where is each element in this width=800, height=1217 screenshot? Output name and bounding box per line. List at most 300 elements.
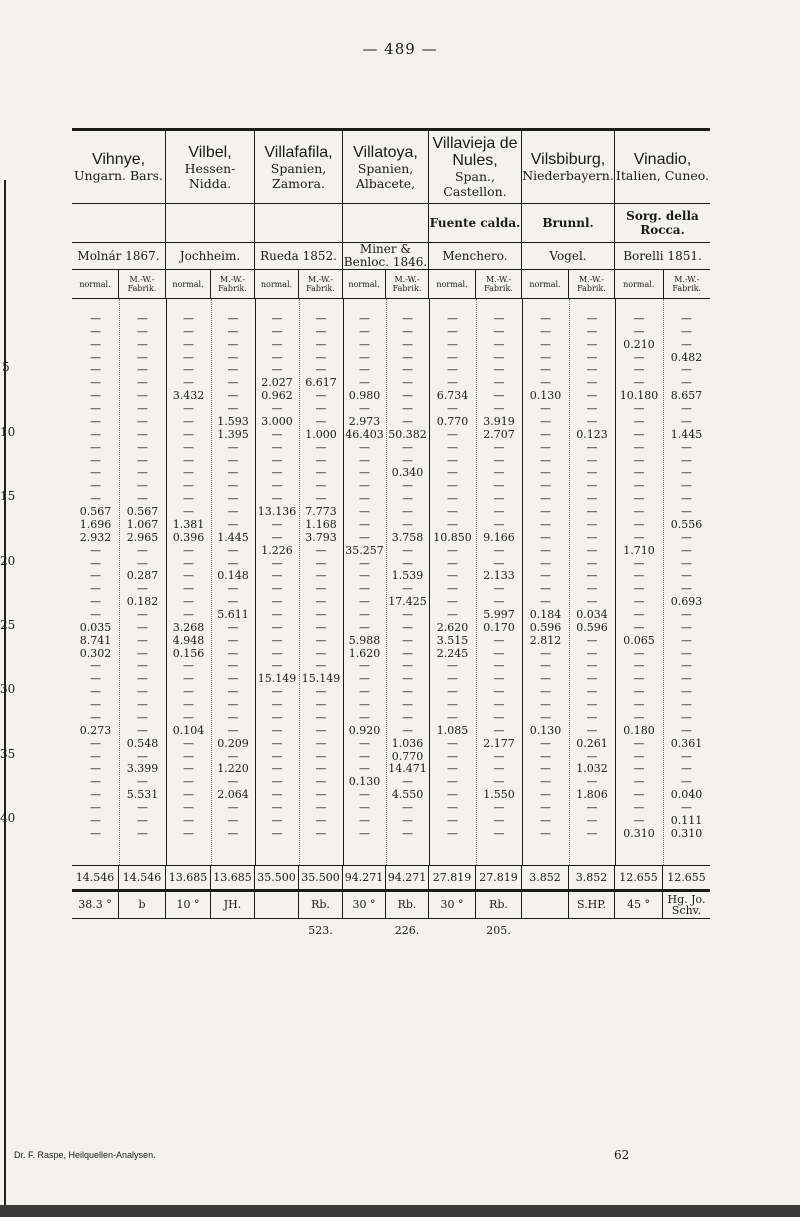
table-cell: — [271, 402, 283, 416]
place-name: Vilsbiburg, [530, 151, 606, 168]
table-cell: 4.948 [172, 633, 205, 647]
table-cell: — [540, 788, 551, 802]
table-cell: — [586, 698, 598, 712]
table-cell: — [633, 582, 645, 596]
table-cell: — [227, 801, 239, 815]
table-cell: — [315, 556, 327, 570]
table-cell: — [90, 736, 101, 750]
subcolumn-pair [429, 270, 522, 298]
table-cell: — [227, 826, 239, 840]
table-cell: — [633, 569, 645, 583]
table-cell: — [137, 723, 148, 737]
table-cell: 0.596 [529, 620, 562, 634]
table-cell: — [540, 440, 551, 454]
table-cell: — [540, 736, 551, 750]
table-cell: — [271, 620, 283, 634]
table-cell: — [586, 710, 598, 724]
table-cell: — [137, 479, 148, 493]
table-cell: — [183, 762, 194, 776]
temperature-cell: Rb. 523. [299, 892, 343, 918]
table-cell: — [402, 582, 413, 596]
table-row [72, 532, 710, 545]
table-cell: — [633, 466, 645, 480]
table-cell: — [271, 556, 283, 570]
table-cell: — [681, 710, 692, 724]
table-cell: 1.445 [670, 427, 703, 441]
table-cell: 0.209 [217, 736, 249, 750]
table-cell: — [402, 376, 413, 390]
table-cell: — [402, 608, 413, 621]
table-cell: — [586, 363, 598, 377]
table-cell: — [447, 479, 458, 493]
table-cell: — [227, 402, 239, 416]
table-cell: 0.980 [348, 389, 381, 403]
analyst-name: Borelli 1851. [623, 248, 702, 263]
table-cell: — [271, 710, 283, 724]
table-cell: — [90, 569, 101, 583]
table-cell: — [227, 556, 239, 570]
temperature-cell: Hg. Jo. Schv. [667, 893, 706, 917]
table-cell: — [681, 646, 692, 660]
table-row [72, 429, 710, 442]
table-cell: — [586, 556, 598, 570]
table-cell: — [447, 492, 458, 506]
table-cell: 2.177 [483, 736, 515, 750]
table-cell: — [315, 788, 327, 802]
table-cell: — [227, 479, 239, 493]
table-row [72, 596, 710, 609]
table-cell: — [271, 530, 283, 544]
table-cell: — [227, 389, 239, 403]
subcolumn-fabrik: M.-W.-Fabrik. [577, 275, 606, 293]
table-cell: — [137, 466, 148, 480]
table-cell: 1.593 [217, 414, 249, 428]
table-cell: — [183, 659, 194, 673]
table-cell: — [402, 389, 413, 403]
table-cell: — [493, 595, 505, 609]
table-cell: — [586, 337, 598, 351]
table-cell: — [447, 543, 458, 557]
table-cell: — [90, 801, 101, 815]
table-cell: 0.130 [529, 723, 562, 737]
table-cell: — [315, 414, 327, 428]
table-cell: 2.932 [79, 530, 112, 544]
table-cell: — [493, 633, 505, 647]
total-cell: 35.500 [299, 866, 343, 889]
table-cell: — [586, 389, 598, 403]
table-cell: — [315, 710, 327, 724]
table-cell: — [90, 749, 101, 763]
table-cell: — [183, 582, 194, 596]
table-cell: — [183, 324, 194, 338]
table-cell: — [183, 595, 194, 609]
table-cell: 0.567 [126, 505, 159, 519]
page-number: — 489 — [362, 40, 438, 58]
table-cell: — [633, 453, 645, 467]
table-row [72, 339, 710, 352]
subcolumn-normal: normal. [343, 270, 386, 298]
table-cell: — [271, 633, 283, 647]
table-cell: — [447, 517, 458, 531]
table-cell: — [271, 427, 283, 441]
line-number: 10 [0, 424, 16, 439]
table-cell: 1.085 [436, 723, 469, 737]
table-cell: 6.617 [305, 376, 337, 390]
table-cell: 2.965 [126, 530, 159, 544]
table-cell: — [227, 775, 239, 789]
total-cell: 14.546 [72, 866, 119, 889]
temperature-cell: 45 ° [615, 892, 663, 918]
subcolumn-fabrik: M.-W.-Fabrik. [218, 275, 247, 293]
table-cell: — [359, 324, 370, 338]
table-row [72, 403, 710, 416]
table-cell: — [633, 505, 645, 519]
table-cell: — [633, 646, 645, 660]
table-cell: — [271, 762, 283, 776]
table-cell: — [402, 646, 413, 660]
table-cell: — [90, 389, 101, 403]
table-cell: — [540, 517, 551, 531]
table-cell: — [271, 788, 283, 802]
table-cell: — [633, 556, 645, 570]
table-cell: — [271, 350, 283, 364]
place-region: Spanien, Albacete, [355, 160, 416, 191]
table-cell: — [633, 595, 645, 609]
table-cell: — [227, 376, 239, 390]
total-cell: 3.852 [522, 866, 569, 889]
table-cell: — [183, 479, 194, 493]
table-row [72, 558, 710, 571]
table-cell: — [183, 492, 194, 506]
table-cell: 1.445 [217, 530, 249, 544]
place-name: Vilbel, [188, 143, 232, 161]
table-cell: — [493, 710, 505, 724]
table-cell: — [402, 685, 413, 699]
table-cell: 1.067 [126, 517, 159, 531]
table-cell: — [315, 389, 327, 403]
table-cell: — [586, 826, 598, 840]
table-cell: — [315, 466, 327, 480]
table-cell: 5.531 [126, 788, 159, 802]
table-row [72, 712, 710, 725]
table-cell: — [227, 312, 239, 325]
table-cell: — [633, 749, 645, 763]
footer-sheet-number: 62 [614, 1148, 630, 1162]
table-cell: — [681, 672, 692, 686]
table-cell: — [183, 698, 194, 712]
table-cell: — [137, 749, 148, 763]
table-cell: — [633, 813, 645, 827]
table-cell: — [315, 324, 327, 338]
table-cell: — [586, 517, 598, 531]
table-cell: — [402, 543, 413, 557]
table-cell: — [586, 582, 598, 596]
table-cell: — [359, 826, 370, 840]
table-cell: 0.111 [670, 813, 703, 827]
table-cell: — [586, 453, 598, 467]
table-cell: 3.399 [126, 762, 159, 776]
table-cell: — [586, 775, 598, 789]
table-cell: — [271, 685, 283, 699]
table-cell: — [681, 608, 692, 621]
table-cell: — [315, 569, 327, 583]
table-cell: — [681, 582, 692, 596]
table-cell: — [586, 595, 598, 609]
table-cell: — [586, 414, 598, 428]
table-cell: — [493, 324, 505, 338]
table-cell: — [447, 324, 458, 338]
table-cell: 0.770 [391, 749, 424, 763]
table-cell: — [90, 324, 101, 338]
table-cell: — [540, 698, 551, 712]
table-cell: — [315, 582, 327, 596]
table-cell: — [540, 324, 551, 338]
table-cell: — [227, 595, 239, 609]
table-cell: — [359, 312, 370, 325]
table-cell: — [447, 453, 458, 467]
table-cell: 1.000 [305, 427, 337, 441]
place-header [166, 131, 255, 203]
source-name [72, 204, 166, 242]
table-cell: 15.149 [301, 672, 341, 686]
table-cell: — [540, 659, 551, 673]
table-cell: — [90, 698, 101, 712]
table-cell: — [447, 440, 458, 454]
table-cell: — [183, 826, 194, 840]
table-cell: — [681, 543, 692, 557]
place-region: Span., Castellon. [443, 169, 507, 199]
table-cell: — [359, 788, 370, 802]
table-cell: — [90, 672, 101, 686]
table-row [72, 455, 710, 468]
table-cell: 1.381 [172, 517, 205, 531]
table-cell: — [586, 659, 598, 673]
table-cell: — [315, 543, 327, 557]
table-cell: — [402, 402, 413, 416]
table-cell: — [90, 363, 101, 377]
table-cell: — [493, 453, 505, 467]
table-cell: 0.034 [576, 608, 608, 621]
table-cell: 0.180 [623, 723, 655, 737]
table-row [72, 789, 710, 802]
table-cell: — [402, 826, 413, 840]
table-cell: — [540, 363, 551, 377]
table-cell: 0.770 [436, 414, 469, 428]
table-cell: — [447, 376, 458, 390]
table-cell: 1.220 [217, 762, 249, 776]
table-cell: — [681, 775, 692, 789]
table-cell: — [137, 710, 148, 724]
table-cell: — [137, 646, 148, 660]
table-cell: 1.806 [576, 788, 608, 802]
total-cell: 13.685 [166, 866, 211, 889]
table-cell: — [137, 775, 148, 789]
table-cell: — [183, 414, 194, 428]
table-cell: — [633, 685, 645, 699]
analyst-name: Menchero. [429, 243, 522, 269]
table-cell: — [183, 710, 194, 724]
table-cell: — [586, 466, 598, 480]
analyst-name: Jochheim. [166, 243, 255, 269]
subcolumn-fabrik: M.-W.-Fabrik. [306, 275, 335, 293]
table-cell: — [227, 672, 239, 686]
subcolumn-normal: normal. [72, 270, 119, 298]
table-cell: — [540, 543, 551, 557]
table-cell: 0.170 [483, 620, 515, 634]
table-cell: — [493, 466, 505, 480]
table-cell: — [183, 350, 194, 364]
table-cell: — [493, 775, 505, 789]
table-cell: — [90, 350, 101, 364]
table-row [72, 352, 710, 365]
table-cell: — [359, 672, 370, 686]
table-cell: — [681, 569, 692, 583]
table-cell: 0.130 [348, 775, 381, 789]
table-cell: — [586, 492, 598, 506]
table-cell: — [681, 376, 692, 390]
table-cell: — [227, 633, 239, 647]
total-cell: 27.819 [429, 866, 476, 889]
line-number: 35 [0, 746, 16, 761]
table-cell: — [633, 762, 645, 776]
table-cell: — [227, 685, 239, 699]
table-cell: — [315, 595, 327, 609]
table-cell: — [402, 363, 413, 377]
table-cell: — [402, 659, 413, 673]
table-cell: — [271, 698, 283, 712]
analyst-name: Rueda 1852. [255, 243, 343, 269]
table-cell: — [271, 608, 283, 621]
table-cell: — [586, 324, 598, 338]
table-cell: — [540, 479, 551, 493]
table-cell: — [315, 762, 327, 776]
table-cell: — [447, 736, 458, 750]
table-cell: 0.261 [576, 736, 608, 750]
table-cell: — [183, 466, 194, 480]
table-cell: 1.395 [217, 427, 249, 441]
table-cell: — [493, 672, 505, 686]
table-cell: 5.611 [217, 608, 249, 621]
place-header [429, 131, 522, 203]
table-cell: — [137, 633, 148, 647]
table-cell: — [447, 608, 458, 621]
place-region: Italien, Cuneo. [615, 168, 710, 183]
table-cell: — [90, 466, 101, 480]
table-cell: — [681, 698, 692, 712]
table-cell: — [493, 402, 505, 416]
table-cell: — [183, 813, 194, 827]
temperature-cell: S.HP. [569, 892, 615, 918]
table-cell: — [137, 813, 148, 827]
table-cell: — [315, 633, 327, 647]
header-subcolumns [72, 270, 710, 299]
table-cell: — [586, 646, 598, 660]
table-cell: 0.396 [172, 530, 205, 544]
table-cell: — [359, 620, 370, 634]
table-cell: — [227, 466, 239, 480]
table-row [72, 648, 710, 661]
table-cell: 2.245 [436, 646, 469, 660]
table-cell: — [137, 492, 148, 506]
table-cell: — [90, 376, 101, 390]
table-cell: 0.156 [172, 646, 205, 660]
table-cell: — [227, 723, 239, 737]
table-cell: — [633, 402, 645, 416]
table-cell: — [137, 620, 148, 634]
table-cell: — [493, 312, 505, 325]
table-cell: — [137, 376, 148, 390]
table-cell: — [90, 427, 101, 441]
subcolumn-normal: normal. [166, 270, 211, 298]
place-header [255, 131, 343, 203]
table-cell: — [586, 801, 598, 815]
subcolumn-pair [343, 270, 429, 298]
table-cell: — [359, 749, 370, 763]
table-row [72, 815, 710, 828]
subcolumn-normal: normal. [429, 270, 476, 298]
table-cell: — [90, 556, 101, 570]
table-cell: 0.920 [348, 723, 381, 737]
table-cell: 7.773 [305, 505, 337, 519]
table-cell: — [402, 723, 413, 737]
table-cell: — [681, 801, 692, 815]
table-cell: — [271, 466, 283, 480]
table-cell: — [227, 363, 239, 377]
table-cell: — [633, 492, 645, 506]
table-cell: 0.340 [391, 466, 424, 480]
table-cell: — [137, 363, 148, 377]
table-cell: — [315, 350, 327, 364]
table-cell: — [315, 685, 327, 699]
table-cell: — [227, 582, 239, 596]
subcolumn-fabrik: M.-W.-Fabrik. [672, 275, 702, 293]
table-cell: — [402, 337, 413, 351]
table-cell: 2.064 [217, 788, 249, 802]
table-row [72, 776, 710, 789]
table-row [72, 738, 710, 751]
table-cell: — [402, 556, 413, 570]
table-cell: — [681, 440, 692, 454]
table-cell: — [493, 826, 505, 840]
table-cell: — [447, 659, 458, 673]
table-cell: — [315, 337, 327, 351]
table-cell: 46.403 [345, 427, 384, 441]
table-cell: 8.657 [670, 389, 703, 403]
table-cell: — [183, 672, 194, 686]
table-cell: — [271, 312, 283, 325]
table-cell: 9.166 [483, 530, 515, 544]
place-region: Niederbayern. [522, 168, 614, 183]
table-cell: — [493, 505, 505, 519]
table-cell: — [90, 826, 101, 840]
place-region: Spanien, Zamora. [270, 160, 327, 191]
table-cell: — [137, 826, 148, 840]
total-cell: 12.655 [667, 871, 706, 884]
table-cell: — [493, 350, 505, 364]
total-cell: 14.546 [119, 866, 166, 889]
table-cell: — [493, 646, 505, 660]
table-cell: 0.310 [670, 826, 703, 840]
analyst-name: Vogel. [522, 243, 615, 269]
line-number: 5 [2, 360, 10, 375]
table-cell: — [359, 569, 370, 583]
table-cell: — [402, 312, 413, 325]
table-cell: 0.287 [126, 569, 159, 583]
table-cell: — [402, 350, 413, 364]
source-name: Brunnl. [522, 204, 615, 242]
temperature-cell: 38.3 ° [72, 892, 119, 918]
table-cell: 2.620 [436, 620, 469, 634]
